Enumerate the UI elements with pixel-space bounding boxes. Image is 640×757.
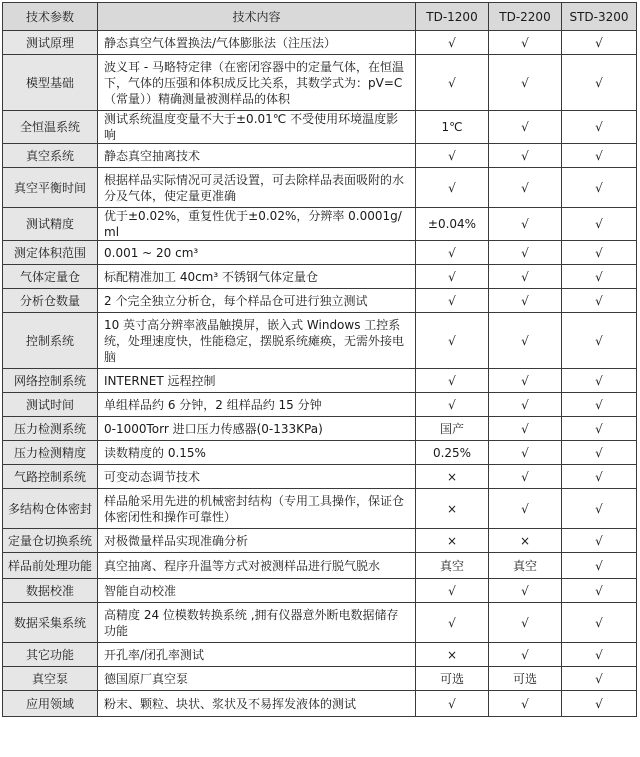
row-value-td1200: √ <box>416 691 489 717</box>
row-param: 压力检测系统 <box>3 417 98 441</box>
row-value-std3200: √ <box>562 465 637 489</box>
row-value-td2200: √ <box>489 489 562 529</box>
row-content: 粉末、颗粒、块状、浆状及不易挥发液体的测试 <box>98 691 416 717</box>
table-row <box>3 441 637 465</box>
row-value-td1200: × <box>416 465 489 489</box>
header-content: 技术内容 <box>98 3 416 31</box>
row-value-std3200: √ <box>562 553 637 579</box>
row-param: 测试时间 <box>3 393 98 417</box>
row-value-td2200: √ <box>489 111 562 144</box>
row-param: 模型基础 <box>3 55 98 111</box>
table-row <box>3 289 637 313</box>
row-value-std3200: √ <box>562 667 637 691</box>
table-row <box>3 579 637 603</box>
row-content: 10 英寸高分辨率液晶触摸屏，嵌入式 Windows 工控系统，处理速度快，性能稳定，摆脱系统瘫痪，无需外接电脑 <box>98 313 416 369</box>
table-row <box>3 393 637 417</box>
row-value-td2200: √ <box>489 168 562 208</box>
row-content: 测试系统温度变量不大于±0.01℃ 不受使用环境温度影响 <box>98 111 416 144</box>
row-value-td2200: √ <box>489 417 562 441</box>
row-param: 真空泵 <box>3 667 98 691</box>
row-value-td1200: √ <box>416 393 489 417</box>
row-value-td2200: √ <box>489 691 562 717</box>
row-param: 定量仓切换系统 <box>3 529 98 553</box>
header-model-td1200: TD-1200 <box>416 3 489 31</box>
table-row <box>3 111 637 144</box>
row-value-td1200: 1℃ <box>416 111 489 144</box>
row-value-td1200: 可选 <box>416 667 489 691</box>
row-value-std3200: √ <box>562 417 637 441</box>
row-param: 气体定量仓 <box>3 265 98 289</box>
row-value-std3200: √ <box>562 55 637 111</box>
row-content: 智能自动校准 <box>98 579 416 603</box>
table-row <box>3 144 637 168</box>
table-row <box>3 168 637 208</box>
row-content: 德国原厂真空泵 <box>98 667 416 691</box>
row-param: 数据采集系统 <box>3 603 98 643</box>
row-value-td1200: × <box>416 489 489 529</box>
row-param: 分析仓数量 <box>3 289 98 313</box>
row-value-td1200: √ <box>416 55 489 111</box>
row-content: 优于±0.02%，重复性优于±0.02%，分辨率 0.0001g/ml <box>98 208 416 241</box>
row-value-td1200: √ <box>416 144 489 168</box>
row-value-td2200: √ <box>489 265 562 289</box>
row-param: 测定体积范围 <box>3 241 98 265</box>
row-content: 单组样品约 6 分钟，2 组样品约 15 分钟 <box>98 393 416 417</box>
table-row <box>3 369 637 393</box>
row-param: 压力检测精度 <box>3 441 98 465</box>
row-value-td2200: √ <box>489 643 562 667</box>
table-row <box>3 643 637 667</box>
row-value-std3200: √ <box>562 168 637 208</box>
row-value-std3200: √ <box>562 603 637 643</box>
header-model-td2200: TD-2200 <box>489 3 562 31</box>
table-row <box>3 529 637 553</box>
row-value-td1200: √ <box>416 603 489 643</box>
row-content: 对极微量样品实现准确分析 <box>98 529 416 553</box>
row-value-std3200: √ <box>562 31 637 55</box>
row-value-td2200: √ <box>489 289 562 313</box>
row-value-std3200: √ <box>562 441 637 465</box>
row-content: 2 个完全独立分析仓，每个样品仓可进行独立测试 <box>98 289 416 313</box>
row-param: 真空平衡时间 <box>3 168 98 208</box>
row-content: 0.001 ~ 20 cm³ <box>98 241 416 265</box>
table-row <box>3 265 637 289</box>
row-value-td1200: × <box>416 643 489 667</box>
row-value-td1200: 国产 <box>416 417 489 441</box>
row-value-std3200: √ <box>562 393 637 417</box>
row-value-std3200: √ <box>562 208 637 241</box>
table-row <box>3 691 637 717</box>
table-row <box>3 31 637 55</box>
row-value-td1200: √ <box>416 369 489 393</box>
row-param: 数据校准 <box>3 579 98 603</box>
row-value-std3200: √ <box>562 313 637 369</box>
row-content: 静态真空抽离技术 <box>98 144 416 168</box>
row-param: 测试精度 <box>3 208 98 241</box>
row-content: 开孔率/闭孔率测试 <box>98 643 416 667</box>
row-value-std3200: √ <box>562 369 637 393</box>
row-param: 真空系统 <box>3 144 98 168</box>
row-value-td2200: √ <box>489 369 562 393</box>
row-value-std3200: √ <box>562 289 637 313</box>
table-row <box>3 313 637 369</box>
row-value-td1200: ±0.04% <box>416 208 489 241</box>
row-value-td1200: 0.25% <box>416 441 489 465</box>
row-param: 气路控制系统 <box>3 465 98 489</box>
row-value-td2200: √ <box>489 579 562 603</box>
row-value-td1200: × <box>416 529 489 553</box>
row-value-std3200: √ <box>562 643 637 667</box>
row-value-std3200: √ <box>562 241 637 265</box>
row-value-td2200: √ <box>489 144 562 168</box>
row-content: 根据样品实际情况可灵活设置，可去除样品表面吸附的水分及气体，使定量更准确 <box>98 168 416 208</box>
header-model-std3200: STD-3200 <box>562 3 637 31</box>
row-value-std3200: √ <box>562 529 637 553</box>
row-value-std3200: √ <box>562 579 637 603</box>
row-content: 读数精度的 0.15% <box>98 441 416 465</box>
row-value-std3200: √ <box>562 691 637 717</box>
row-value-td2200: × <box>489 529 562 553</box>
row-value-std3200: √ <box>562 489 637 529</box>
row-content: 真空抽离、程序升温等方式对被测样品进行脱气脱水 <box>98 553 416 579</box>
row-content: 标配精准加工 40cm³ 不锈钢气体定量仓 <box>98 265 416 289</box>
row-param: 应用领域 <box>3 691 98 717</box>
table-row <box>3 489 637 529</box>
row-content: 0-1000Torr 进口压力传感器(0-133KPa) <box>98 417 416 441</box>
row-value-td1200: √ <box>416 579 489 603</box>
row-value-td2200: √ <box>489 465 562 489</box>
row-content: 可变动态调节技术 <box>98 465 416 489</box>
table-row <box>3 553 637 579</box>
row-value-td2200: √ <box>489 603 562 643</box>
row-content: 波义耳 - 马略特定律（在密闭容器中的定量气体，在恒温下，气体的压强和体积成反比关系，其数学式为：pV=C（常量））精确测量被测样品的体积 <box>98 55 416 111</box>
row-content: 高精度 24 位模数转换系统 ,拥有仪器意外断电数据储存功能 <box>98 603 416 643</box>
table-row <box>3 55 637 111</box>
table-row <box>3 417 637 441</box>
spec-table <box>2 2 637 717</box>
row-value-td2200: √ <box>489 55 562 111</box>
row-param: 多结构仓体密封 <box>3 489 98 529</box>
row-value-std3200: √ <box>562 144 637 168</box>
table-row <box>3 208 637 241</box>
table-row <box>3 603 637 643</box>
row-value-td1200: √ <box>416 265 489 289</box>
table-row <box>3 465 637 489</box>
table-row <box>3 667 637 691</box>
row-value-td1200: √ <box>416 289 489 313</box>
row-param: 网络控制系统 <box>3 369 98 393</box>
row-value-td2200: √ <box>489 241 562 265</box>
row-value-td2200: 可选 <box>489 667 562 691</box>
spec-table-body <box>3 31 637 717</box>
row-param: 全恒温系统 <box>3 111 98 144</box>
row-value-std3200: √ <box>562 111 637 144</box>
header-param: 技术参数 <box>3 3 98 31</box>
row-value-std3200: √ <box>562 265 637 289</box>
row-value-td2200: 真空 <box>489 553 562 579</box>
row-content: INTERNET 远程控制 <box>98 369 416 393</box>
row-param: 控制系统 <box>3 313 98 369</box>
row-value-td2200: √ <box>489 313 562 369</box>
header-row <box>3 3 637 31</box>
row-content: 样品舱采用先进的机械密封结构（专用工具操作，保证仓体密闭性和操作可靠性） <box>98 489 416 529</box>
row-value-td1200: √ <box>416 313 489 369</box>
row-param: 测试原理 <box>3 31 98 55</box>
row-value-td1200: √ <box>416 31 489 55</box>
row-param: 其它功能 <box>3 643 98 667</box>
row-value-td2200: √ <box>489 441 562 465</box>
row-content: 静态真空气体置换法/气体膨胀法（注压法） <box>98 31 416 55</box>
row-value-td2200: √ <box>489 208 562 241</box>
row-value-td2200: √ <box>489 393 562 417</box>
row-value-td1200: 真空 <box>416 553 489 579</box>
row-value-td1200: √ <box>416 168 489 208</box>
row-value-td1200: √ <box>416 241 489 265</box>
row-value-td2200: √ <box>489 31 562 55</box>
row-param: 样品前处理功能 <box>3 553 98 579</box>
table-row <box>3 241 637 265</box>
